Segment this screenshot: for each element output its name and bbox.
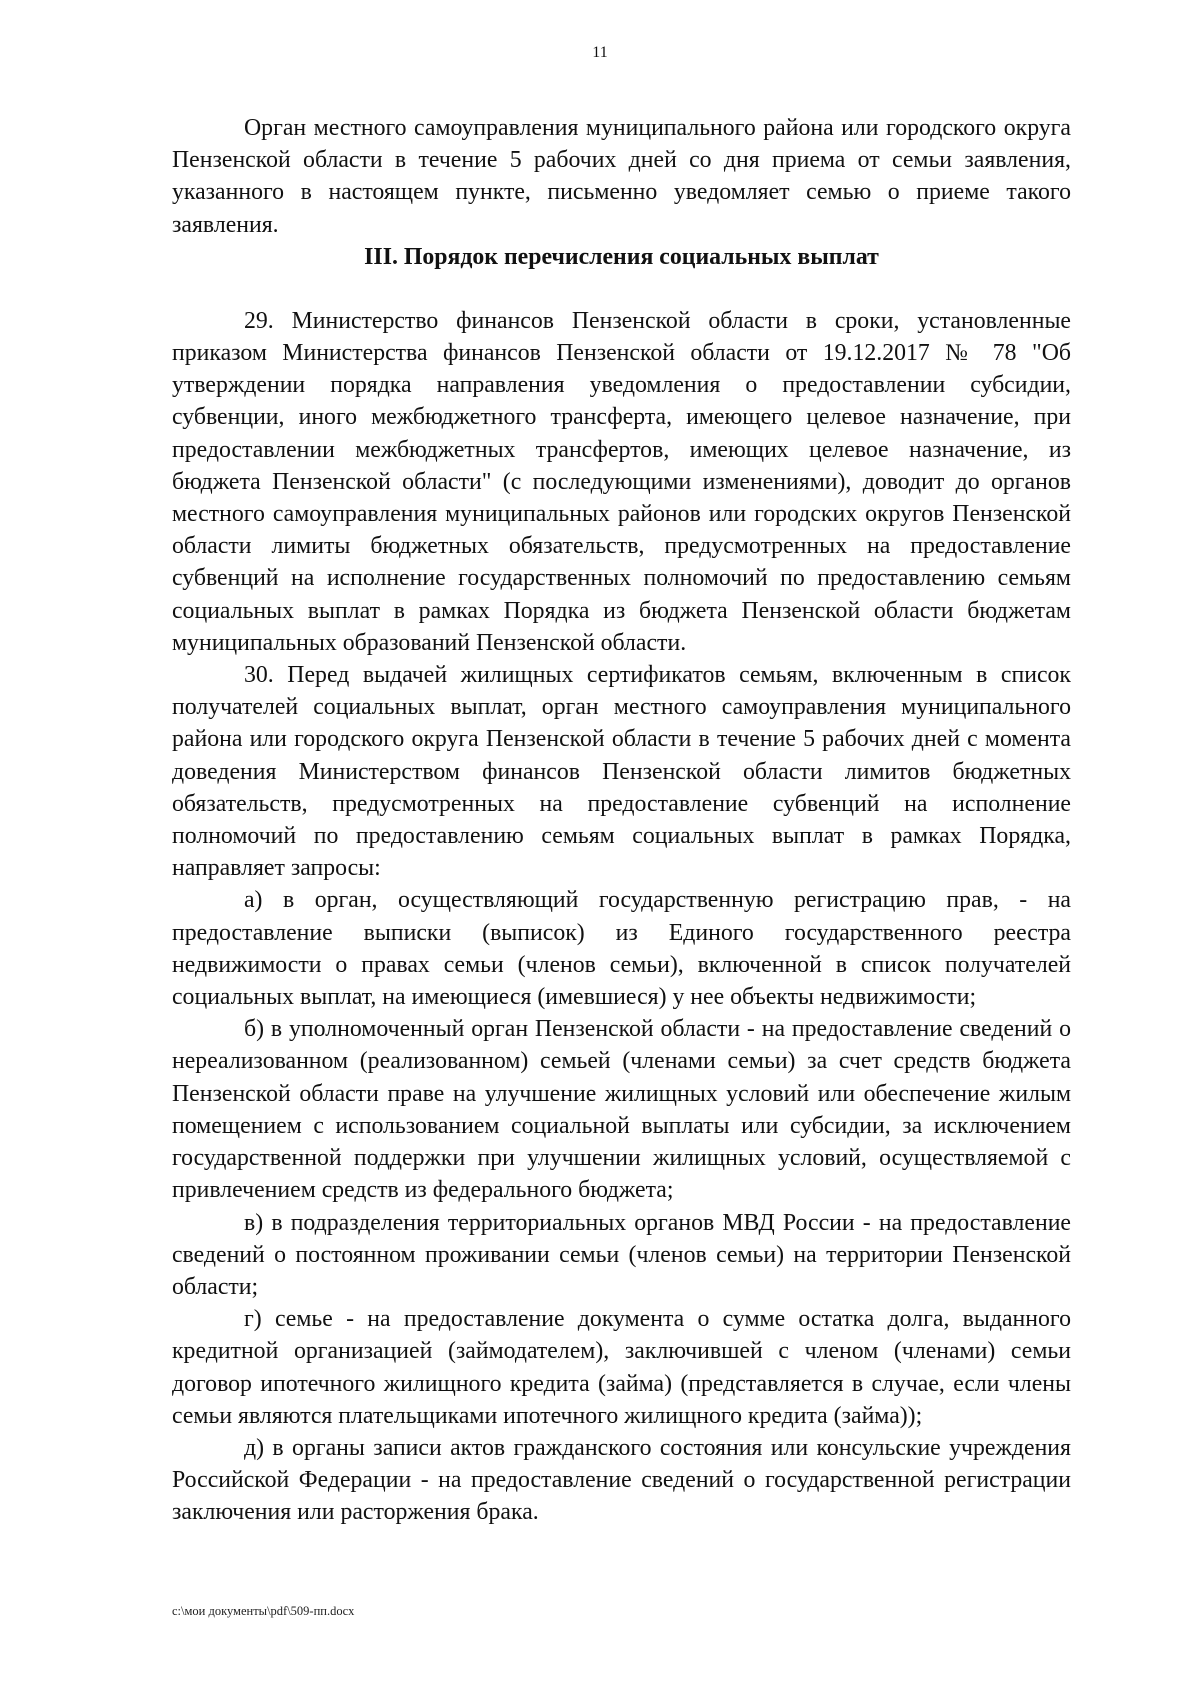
paragraph-29: 29. Министерство финансов Пензенской области в сроки, установленные приказом Министерства финансов Пензенской области от 19.12.2017 № 78 "Об утверждении порядка направления уведомления о предоставлении субсидии, субвенции, иного межбюджетного трансферта, имеющего целевое назначение, при предоставлении межбюджетных трансфертов, имеющих целевое назначение, из бюджета Пензенской области" (с последующими изменениями), доводит до органов местного самоуправления муниципальных районов или городских округов Пензенской области лимиты бюджетных обязательств, предусмотренных на предоставление субвенций на исполнение государственных полномочий по предоставлению семьям социальных выплат в рамках Порядка из бюджета Пензенской области бюджетам муниципальных образований Пензенской области. — [172, 307, 1071, 656]
paragraph-30-d: д) в органы записи актов гражданского состояния или консульские учреждения Российской Федерации - на предоставление сведений о государственной регистрации заключения или расторжения брака. — [172, 1434, 1071, 1526]
paragraph-28-continuation: Орган местного самоуправления муниципального района или городского округа Пензенской области в течение 5 рабочих дней со дня приема от семьи заявления, указанного в настоящем пункте, письменно уведомляет семью о приеме такого заявления. — [172, 115, 1071, 238]
paragraph-30-v: в) в подразделения территориальных органов МВД России - на предоставление сведений о постоянном проживании семьи (членов семьи) на территории Пензенской области; — [172, 1209, 1071, 1300]
page-number: 11 — [592, 44, 608, 61]
paragraph-30-a: а) в орган, осуществляющий государственную регистрацию прав, - на предоставление выписки (выписок) из Единого государственного реестра недвижимости о правах семьи (членов семьи), включенной в список получателей социальных выплат, на имеющиеся (имевшиеся) у нее объекты недвижимости; — [172, 887, 1071, 1011]
footer-file-path: c:\мои документы\pdf\509-пп.docx — [172, 1604, 355, 1618]
paragraph-30-g: г) семье - на предоставление документа о сумме остатка долга, выданного кредитной организацией (займодателем), заключившей с членом (членами) семьи договор ипотечного жилищного кредита (займа) (представляется в случае, если члены семьи являются плательщиками ипотечного жилищного кредита (займа)); — [172, 1306, 1071, 1429]
paragraph-30: 30. Перед выдачей жилищных сертификатов семьям, включенным в список получателей социальных выплат, орган местного самоуправления муниципального района или городского округа Пензенской области в течение 5 рабочих дней с момента доведения Министерством финансов Пензенской области лимитов бюджетных обязательств, предусмотренных на предоставление субвенций на исполнение полномочий по предоставлению семьям социальных выплат в рамках Порядка, направляет запросы: — [172, 662, 1071, 882]
paragraph-30-b: б) в уполномоченный орган Пензенской области - на предоставление сведений о нереализованном (реализованном) семьей (членами семьи) за счет средств бюджета Пензенской области праве на улучшение жилищных условий или обеспечение жилым помещением с использованием социальной выплаты или субсидии, за исключением государственной поддержки при улучшении жилищных условий, осуществляемой с привлечением средств из федерального бюджета; — [172, 1016, 1071, 1204]
section-heading: III. Порядок перечисления социальных выплат — [364, 243, 879, 270]
document-body — [172, 112, 1071, 1529]
